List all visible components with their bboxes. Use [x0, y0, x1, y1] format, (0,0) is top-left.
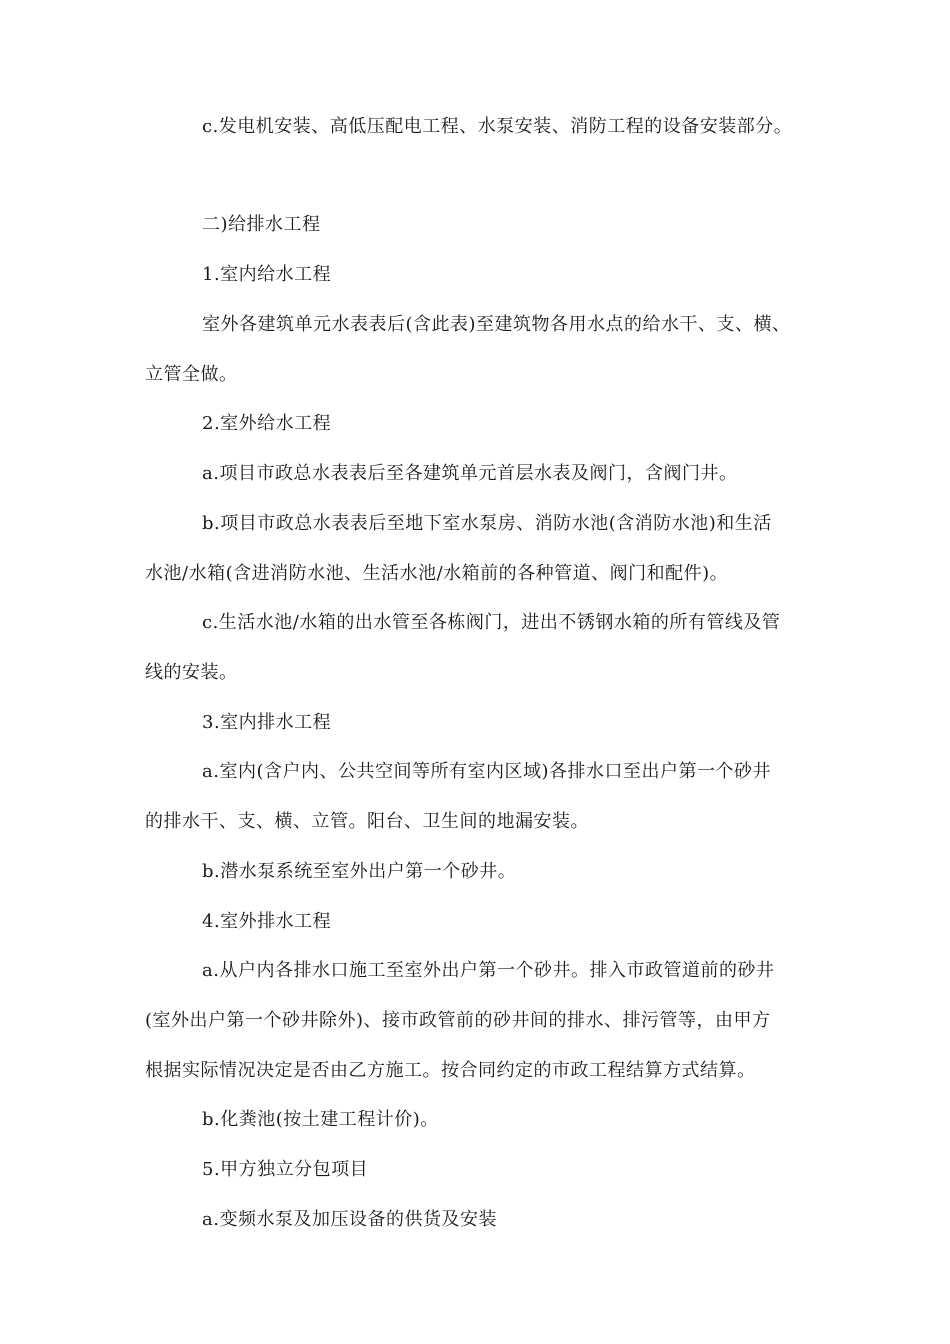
text-line: 水池/水箱(含进消防水池、生活水池/水箱前的各种管道、阀门和配件)。 [145, 563, 729, 584]
text-line: (室外出户第一个砂井除外)、接市政管前的砂井间的排水、排污管等，由甲方 [145, 1010, 771, 1031]
text-line: 室外各建筑单元水表表后(含此表)至建筑物各用水点的给水干、支、横、 [202, 314, 791, 335]
text-line: 根据实际情况决定是否由乙方施工。按合同约定的市政工程结算方式结算。 [145, 1060, 756, 1081]
text-line: 线的安装。 [145, 662, 238, 683]
text-line: b.潜水泵系统至室外出户第一个砂井。 [202, 861, 517, 882]
subsection-heading: 5.甲方独立分包项目 [202, 1159, 369, 1180]
text-line: c.发电机安装、高低压配电工程、水泵安装、消防工程的设备安装部分。 [202, 116, 793, 137]
text-line: b.化粪池(按土建工程计价)。 [202, 1109, 439, 1130]
subsection-heading: 3.室内排水工程 [202, 712, 332, 733]
subsection-heading: 4.室外排水工程 [202, 911, 332, 932]
subsection-heading: 1.室内给水工程 [202, 264, 332, 285]
text-line: 立管全做。 [145, 364, 238, 385]
text-line: a.从户内各排水口施工至室外出户第一个砂井。排入市政管道前的砂井 [202, 960, 775, 981]
text-line: c.生活水池/水箱的出水管至各栋阀门，进出不锈钢水箱的所有管线及管 [202, 612, 781, 633]
text-line: b.项目市政总水表表后至地下室水泵房、消防水池(含消防水池)和生活 [202, 513, 772, 534]
text-line: a.变频水泵及加压设备的供货及安装 [202, 1209, 497, 1230]
subsection-heading: 2.室外给水工程 [202, 413, 332, 434]
text-line: a.室内(含户内、公共空间等所有室内区域)各排水口至出户第一个砂井 [202, 761, 771, 782]
text-line: 的排水干、支、横、立管。阳台、卫生间的地漏安装。 [145, 811, 589, 832]
section-heading: 二)给排水工程 [202, 214, 321, 235]
text-line: a.项目市政总水表表后至各建筑单元首层水表及阀门，含阀门井。 [202, 463, 738, 484]
